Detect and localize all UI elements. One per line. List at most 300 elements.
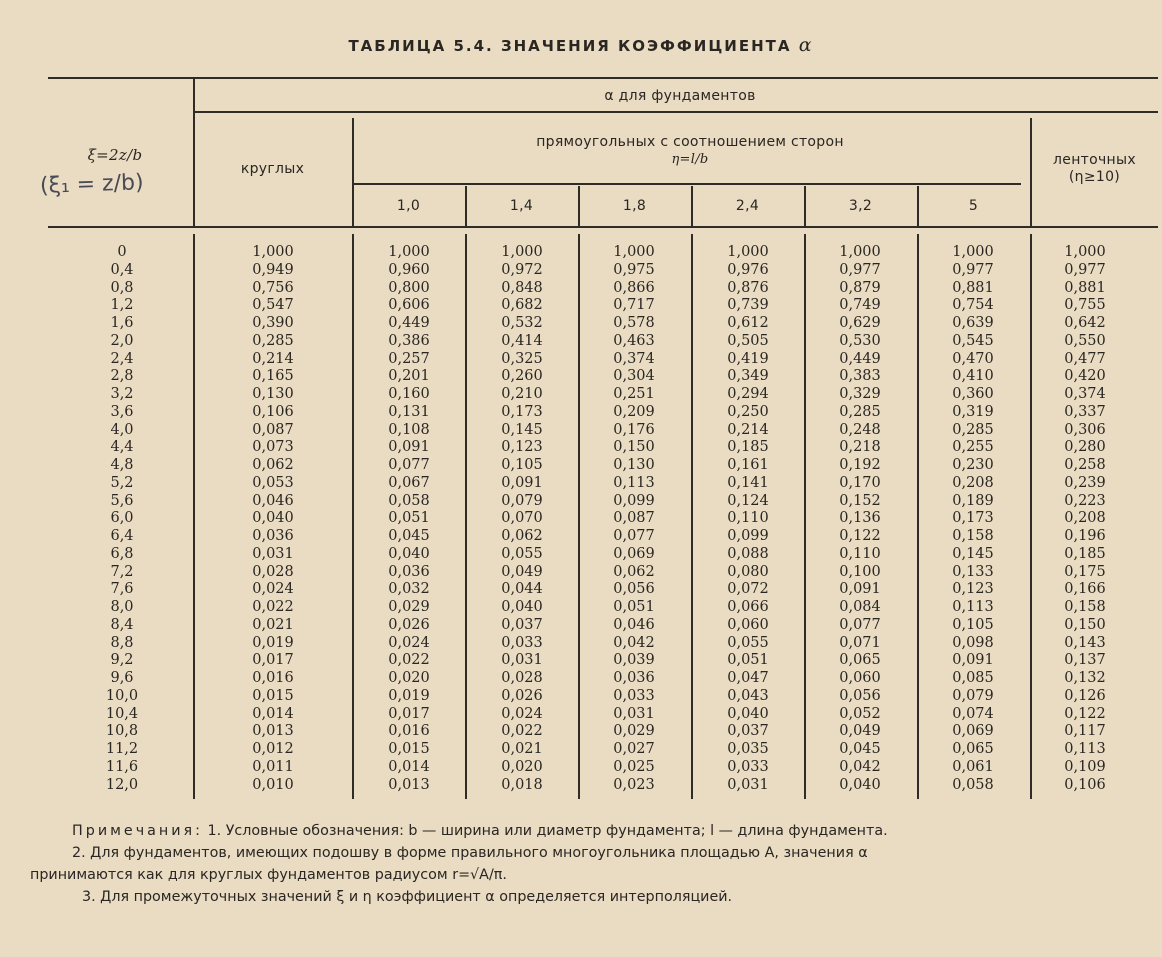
alpha-value: 0,150 <box>1064 616 1106 633</box>
alpha-value: 0,029 <box>388 599 430 615</box>
alpha-value: 0,239 <box>1064 474 1106 491</box>
alpha-value: 0,106 <box>1064 776 1106 793</box>
xi-value: 8,4 <box>110 616 134 633</box>
alpha-value: 0,079 <box>952 687 994 704</box>
alpha-value: 0,044 <box>501 581 543 598</box>
alpha-value: 0,091 <box>501 474 543 491</box>
alpha-value: 0,166 <box>1064 581 1106 598</box>
alpha-value: 0,105 <box>501 457 543 473</box>
alpha-value: 0,040 <box>388 545 430 562</box>
rect-group-rule <box>352 183 1021 185</box>
alpha-value: 0,463 <box>613 332 655 349</box>
alpha-value: 0,123 <box>501 439 543 456</box>
alpha-value: 0,390 <box>252 315 294 331</box>
alpha-value: 0,165 <box>252 368 294 385</box>
xi-value: 11,2 <box>105 741 139 757</box>
alpha-value: 0,087 <box>252 421 294 438</box>
alpha-value: 0,176 <box>613 421 655 438</box>
ratio-header-4: 2,4 <box>735 198 760 214</box>
alpha-value: 0,040 <box>839 776 881 793</box>
alpha-value: 0,374 <box>1064 386 1106 402</box>
note-2b: принимаются как для круглых фундаментов радиусом r=√A/π. <box>30 867 507 883</box>
table-row <box>0 279 1162 297</box>
alpha-value: 0,013 <box>252 723 294 740</box>
alpha-value: 0,023 <box>613 776 655 793</box>
alpha-value: 0,051 <box>613 599 655 615</box>
alpha-value: 0,547 <box>252 297 294 314</box>
table-row <box>0 492 1162 510</box>
alpha-value: 0,158 <box>952 528 994 544</box>
alpha-value: 0,098 <box>952 634 994 651</box>
alpha-value: 0,208 <box>1064 510 1106 527</box>
table-row <box>0 598 1162 616</box>
note-1-text: 1. Условные обозначения: b — ширина или диаметр фундамента; l — длина фундамента. <box>207 823 888 839</box>
alpha-value: 0,021 <box>252 616 294 633</box>
alpha-value: 0,629 <box>839 315 881 331</box>
table-row <box>0 456 1162 474</box>
alpha-value: 0,879 <box>839 279 881 296</box>
alpha-value: 0,360 <box>952 386 994 402</box>
alpha-value: 0,349 <box>727 368 769 385</box>
alpha-value: 0,024 <box>501 705 543 722</box>
alpha-value: 0,070 <box>501 510 543 527</box>
xi-value: 4,4 <box>110 439 134 456</box>
alpha-value: 0,065 <box>952 741 994 757</box>
alpha-value: 0,062 <box>501 528 543 544</box>
alpha-value: 0,058 <box>952 776 994 793</box>
alpha-value: 0,031 <box>501 652 543 669</box>
alpha-value: 0,019 <box>388 687 430 704</box>
alpha-value: 0,069 <box>952 723 994 740</box>
alpha-value: 0,250 <box>727 403 769 420</box>
xi-value: 9,2 <box>110 652 134 669</box>
table-row <box>0 403 1162 421</box>
alpha-value: 0,060 <box>839 670 881 686</box>
alpha-value: 0,043 <box>727 687 769 704</box>
alpha-value: 0,074 <box>952 705 994 722</box>
table-row <box>0 651 1162 669</box>
alpha-value: 0,066 <box>727 599 769 615</box>
xi-value: 11,6 <box>105 758 139 775</box>
alpha-value: 0,069 <box>613 545 655 562</box>
alpha-value: 0,061 <box>952 758 994 775</box>
alpha-value: 0,532 <box>501 315 543 331</box>
note-2a: 2. Для фундаментов, имеющих подошву в форме правильного многоугольника площадью A, значения α <box>72 845 868 861</box>
xi-value: 1,6 <box>110 315 134 331</box>
alpha-value: 0,087 <box>613 510 655 527</box>
alpha-value: 0,124 <box>727 492 769 509</box>
header-bottom-rule <box>48 226 1158 228</box>
table-row <box>0 616 1162 634</box>
alpha-value: 0,161 <box>727 457 769 473</box>
alpha-value: 0,175 <box>1064 563 1106 580</box>
alpha-value: 0,612 <box>727 315 769 331</box>
alpha-value: 0,021 <box>501 741 543 757</box>
alpha-value: 0,717 <box>613 297 655 314</box>
alpha-value: 0,960 <box>388 261 430 278</box>
alpha-value: 0,017 <box>388 705 430 722</box>
alpha-value: 0,047 <box>727 670 769 686</box>
alpha-value: 0,020 <box>388 670 430 686</box>
alpha-value: 0,131 <box>388 403 430 420</box>
alpha-value: 0,077 <box>839 616 881 633</box>
alpha-value: 0,056 <box>839 687 881 704</box>
alpha-value: 0,449 <box>388 315 430 331</box>
alpha-value: 1,000 <box>1064 244 1106 260</box>
alpha-value: 0,052 <box>839 705 881 722</box>
alpha-value: 0,280 <box>1064 439 1106 456</box>
table-row <box>0 563 1162 581</box>
xi-value: 5,2 <box>110 474 134 491</box>
alpha-value: 0,209 <box>613 403 655 420</box>
alpha-value: 0,214 <box>252 350 294 367</box>
alpha-value: 1,000 <box>727 244 769 260</box>
alpha-value: 0,031 <box>252 545 294 562</box>
alpha-value: 0,049 <box>839 723 881 740</box>
alpha-value: 0,036 <box>388 563 430 580</box>
alpha-value: 1,000 <box>252 244 294 260</box>
alpha-value: 1,000 <box>839 244 881 260</box>
xi-value: 8,0 <box>110 599 134 615</box>
alpha-value: 0,294 <box>727 386 769 402</box>
alpha-value: 0,018 <box>501 776 543 793</box>
alpha-value: 0,210 <box>501 386 543 402</box>
ratio-header-3: 1,8 <box>622 198 647 214</box>
alpha-value: 0,016 <box>388 723 430 740</box>
table-row <box>0 509 1162 527</box>
alpha-value: 0,141 <box>727 474 769 491</box>
alpha-value: 0,022 <box>501 723 543 740</box>
table-row <box>0 634 1162 652</box>
xi-value: 3,6 <box>110 403 134 420</box>
alpha-value: 0,024 <box>388 634 430 651</box>
alpha-value: 0,037 <box>727 723 769 740</box>
table-title <box>0 34 1162 56</box>
alpha-value: 0,800 <box>388 279 430 296</box>
xi-value: 4,8 <box>110 457 134 473</box>
alpha-group-header: α для фундаментов <box>604 88 756 104</box>
alpha-value: 0,113 <box>1064 741 1106 757</box>
alpha-value: 0,189 <box>952 492 994 509</box>
alpha-value: 0,419 <box>727 350 769 367</box>
alpha-value: 0,025 <box>613 758 655 775</box>
alpha-value: 0,027 <box>613 741 655 757</box>
alpha-value: 0,039 <box>613 652 655 669</box>
xi-value: 2,4 <box>110 350 134 367</box>
alpha-value: 0,117 <box>1064 723 1106 740</box>
xi-value: 9,6 <box>110 670 134 686</box>
alpha-value: 0,026 <box>501 687 543 704</box>
alpha-value: 0,084 <box>839 599 881 615</box>
alpha-value: 0,132 <box>1064 670 1106 686</box>
alpha-value: 0,029 <box>613 723 655 740</box>
alpha-value: 0,108 <box>388 421 430 438</box>
xi-value: 3,2 <box>110 386 134 402</box>
alpha-value: 0,866 <box>613 279 655 296</box>
alpha-value: 0,477 <box>1064 350 1106 367</box>
alpha-value: 0,196 <box>1064 528 1106 544</box>
alpha-value: 0,024 <box>252 581 294 598</box>
alpha-value: 0,285 <box>839 403 881 420</box>
notes-label: Примечания: <box>72 823 203 839</box>
table-row <box>0 527 1162 545</box>
alpha-value: 0,100 <box>839 563 881 580</box>
alpha-value: 0,248 <box>839 421 881 438</box>
alpha-value: 0,639 <box>952 315 994 331</box>
alpha-value: 0,099 <box>727 528 769 544</box>
alpha-value: 0,077 <box>388 457 430 473</box>
alpha-value: 0,040 <box>252 510 294 527</box>
alpha-value: 0,077 <box>613 528 655 544</box>
alpha-value: 0,152 <box>839 492 881 509</box>
alpha-value: 0,110 <box>839 545 881 562</box>
alpha-value: 0,040 <box>727 705 769 722</box>
alpha-value: 0,028 <box>252 563 294 580</box>
alpha-value: 0,881 <box>1064 279 1106 296</box>
alpha-value: 0,071 <box>839 634 881 651</box>
alpha-value: 0,080 <box>727 563 769 580</box>
alpha-value: 1,000 <box>501 244 543 260</box>
alpha-value: 0,201 <box>388 368 430 385</box>
alpha-value: 0,505 <box>727 332 769 349</box>
alpha-value: 0,122 <box>839 528 881 544</box>
alpha-value: 0,214 <box>727 421 769 438</box>
alpha-value: 0,085 <box>952 670 994 686</box>
xi-value: 1,2 <box>110 297 134 314</box>
alpha-value: 0,046 <box>613 616 655 633</box>
alpha-value: 0,015 <box>388 741 430 757</box>
alpha-value: 0,019 <box>252 634 294 651</box>
xi-value: 4,0 <box>110 421 134 438</box>
alpha-value: 0,022 <box>388 652 430 669</box>
xi-value: 6,0 <box>110 510 134 527</box>
alpha-value: 0,123 <box>952 581 994 598</box>
table-row <box>0 350 1162 368</box>
alpha-symbol: α <box>798 34 814 56</box>
alpha-value: 0,046 <box>252 492 294 509</box>
alpha-value: 0,578 <box>613 315 655 331</box>
alpha-value: 0,031 <box>727 776 769 793</box>
alpha-value: 0,949 <box>252 261 294 278</box>
xi-value: 0,4 <box>110 261 134 278</box>
top-rule <box>48 77 1158 79</box>
alpha-value: 0,410 <box>952 368 994 385</box>
alpha-value: 0,977 <box>952 261 994 278</box>
xi-value: 10,8 <box>105 723 139 740</box>
strip-column-header: ленточных <box>1053 152 1136 168</box>
alpha-value: 0,606 <box>388 297 430 314</box>
alpha-value: 0,049 <box>501 563 543 580</box>
alpha-value: 0,136 <box>839 510 881 527</box>
alpha-value: 0,012 <box>252 741 294 757</box>
alpha-value: 0,122 <box>1064 705 1106 722</box>
table-row <box>0 438 1162 456</box>
alpha-value: 0,065 <box>839 652 881 669</box>
alpha-value: 0,058 <box>388 492 430 509</box>
table-row <box>0 243 1162 261</box>
alpha-value: 0,145 <box>952 545 994 562</box>
alpha-value: 0,014 <box>388 758 430 775</box>
alpha-value: 0,414 <box>501 332 543 349</box>
alpha-value: 0,099 <box>613 492 655 509</box>
alpha-value: 0,258 <box>1064 457 1106 473</box>
alpha-value: 0,876 <box>727 279 769 296</box>
alpha-value: 0,972 <box>501 261 543 278</box>
alpha-value: 0,036 <box>613 670 655 686</box>
alpha-value: 0,091 <box>388 439 430 456</box>
alpha-value: 0,749 <box>839 297 881 314</box>
alpha-value: 0,037 <box>501 616 543 633</box>
rect-group-ratio-formula: η=l/b <box>671 152 709 167</box>
alpha-value: 0,013 <box>388 776 430 793</box>
alpha-value: 0,185 <box>727 439 769 456</box>
alpha-value: 0,079 <box>501 492 543 509</box>
xi-value: 5,6 <box>110 492 134 509</box>
alpha-value: 0,754 <box>952 297 994 314</box>
alpha-value: 0,088 <box>727 545 769 562</box>
table-row <box>0 385 1162 403</box>
alpha-value: 0,032 <box>388 581 430 598</box>
alpha-value: 1,000 <box>952 244 994 260</box>
alpha-value: 0,285 <box>252 332 294 349</box>
alpha-value: 0,045 <box>839 741 881 757</box>
xi-value: 6,4 <box>110 528 134 544</box>
alpha-value: 0,173 <box>952 510 994 527</box>
alpha-value: 0,033 <box>727 758 769 775</box>
alpha-value: 0,091 <box>839 581 881 598</box>
alpha-value: 0,014 <box>252 705 294 722</box>
xi-value: 10,0 <box>105 687 139 704</box>
alpha-value: 0,053 <box>252 474 294 491</box>
alpha-value: 0,056 <box>613 581 655 598</box>
alpha-value: 0,045 <box>388 528 430 544</box>
note-1 <box>30 820 1155 842</box>
alpha-value: 0,042 <box>613 634 655 651</box>
table-row <box>0 367 1162 385</box>
alpha-value: 0,260 <box>501 368 543 385</box>
alpha-value: 0,642 <box>1064 315 1106 331</box>
xi-value: 12,0 <box>105 776 139 793</box>
alpha-value: 0,035 <box>727 741 769 757</box>
xi-value: 0,8 <box>110 279 134 296</box>
xi-value: 2,0 <box>110 332 134 349</box>
alpha-value: 0,051 <box>727 652 769 669</box>
alpha-value: 0,420 <box>1064 368 1106 385</box>
alpha-value: 0,016 <box>252 670 294 686</box>
alpha-value: 0,011 <box>252 758 294 775</box>
table-row <box>0 545 1162 563</box>
alpha-value: 0,170 <box>839 474 881 491</box>
alpha-value: 0,026 <box>388 616 430 633</box>
alpha-value: 0,130 <box>613 457 655 473</box>
alpha-value: 0,091 <box>952 652 994 669</box>
alpha-value: 0,036 <box>252 528 294 544</box>
alpha-value: 0,257 <box>388 350 430 367</box>
alpha-value: 0,223 <box>1064 492 1106 509</box>
alpha-value: 0,143 <box>1064 634 1106 651</box>
alpha-value: 0,319 <box>952 403 994 420</box>
alpha-value: 0,881 <box>952 279 994 296</box>
alpha-value: 0,067 <box>388 474 430 491</box>
note-3: 3. Для промежуточных значений ξ и η коэффициент α определяется интерполяцией. <box>82 889 733 905</box>
xi-value: 8,8 <box>110 634 134 651</box>
table-row <box>0 261 1162 279</box>
table-row <box>0 740 1162 758</box>
round-column-header: круглых <box>240 161 305 177</box>
alpha-value: 0,010 <box>252 776 294 793</box>
strip-column-condition: (η≥10) <box>1068 169 1121 185</box>
alpha-value: 0,033 <box>501 634 543 651</box>
alpha-value: 0,028 <box>501 670 543 686</box>
alpha-value: 0,113 <box>952 599 994 615</box>
alpha-value: 0,755 <box>1064 297 1106 314</box>
alpha-value: 0,031 <box>613 705 655 722</box>
table-row <box>0 474 1162 492</box>
alpha-value: 0,137 <box>1064 652 1106 669</box>
alpha-value: 0,109 <box>1064 758 1106 775</box>
table-notes <box>30 820 1155 908</box>
xi-value: 7,6 <box>110 581 134 598</box>
alpha-value: 0,682 <box>501 297 543 314</box>
alpha-value: 0,062 <box>613 563 655 580</box>
table-row <box>0 705 1162 723</box>
xi-value: 7,2 <box>110 563 134 580</box>
alpha-value: 0,329 <box>839 386 881 402</box>
table-row <box>0 776 1162 794</box>
alpha-value: 0,545 <box>952 332 994 349</box>
xi-value: 2,8 <box>110 368 134 385</box>
alpha-value: 0,192 <box>839 457 881 473</box>
alpha-value: 0,150 <box>613 439 655 456</box>
table-row <box>0 669 1162 687</box>
alpha-value: 1,000 <box>388 244 430 260</box>
alpha-value: 0,051 <box>388 510 430 527</box>
alpha-value: 0,105 <box>952 616 994 633</box>
alpha-value: 0,015 <box>252 687 294 704</box>
alpha-value: 0,145 <box>501 421 543 438</box>
ratio-header-2: 1,4 <box>509 198 534 214</box>
alpha-value: 0,072 <box>727 581 769 598</box>
handwritten-note: (ξ₁ = z/b) <box>39 170 145 199</box>
alpha-value: 0,449 <box>839 350 881 367</box>
alpha-value: 0,739 <box>727 297 769 314</box>
divider-xi <box>193 78 195 226</box>
alpha-value: 0,042 <box>839 758 881 775</box>
alpha-value: 0,977 <box>839 261 881 278</box>
alpha-value: 0,060 <box>727 616 769 633</box>
table-row <box>0 296 1162 314</box>
table-row <box>0 687 1162 705</box>
alpha-value: 0,133 <box>952 563 994 580</box>
table-row <box>0 580 1162 598</box>
xi-value: 0 <box>117 244 127 260</box>
alpha-value: 0,251 <box>613 386 655 402</box>
alpha-value: 0,017 <box>252 652 294 669</box>
alpha-value: 0,055 <box>727 634 769 651</box>
table-row <box>0 421 1162 439</box>
alpha-value: 0,173 <box>501 403 543 420</box>
alpha-value: 0,020 <box>501 758 543 775</box>
alpha-value: 0,130 <box>252 386 294 402</box>
alpha-value: 0,022 <box>252 599 294 615</box>
alpha-value: 0,106 <box>252 403 294 420</box>
alpha-value: 0,756 <box>252 279 294 296</box>
alpha-value: 0,304 <box>613 368 655 385</box>
alpha-value: 0,285 <box>952 421 994 438</box>
alpha-value: 0,218 <box>839 439 881 456</box>
alpha-value: 0,110 <box>727 510 769 527</box>
alpha-value: 0,325 <box>501 350 543 367</box>
